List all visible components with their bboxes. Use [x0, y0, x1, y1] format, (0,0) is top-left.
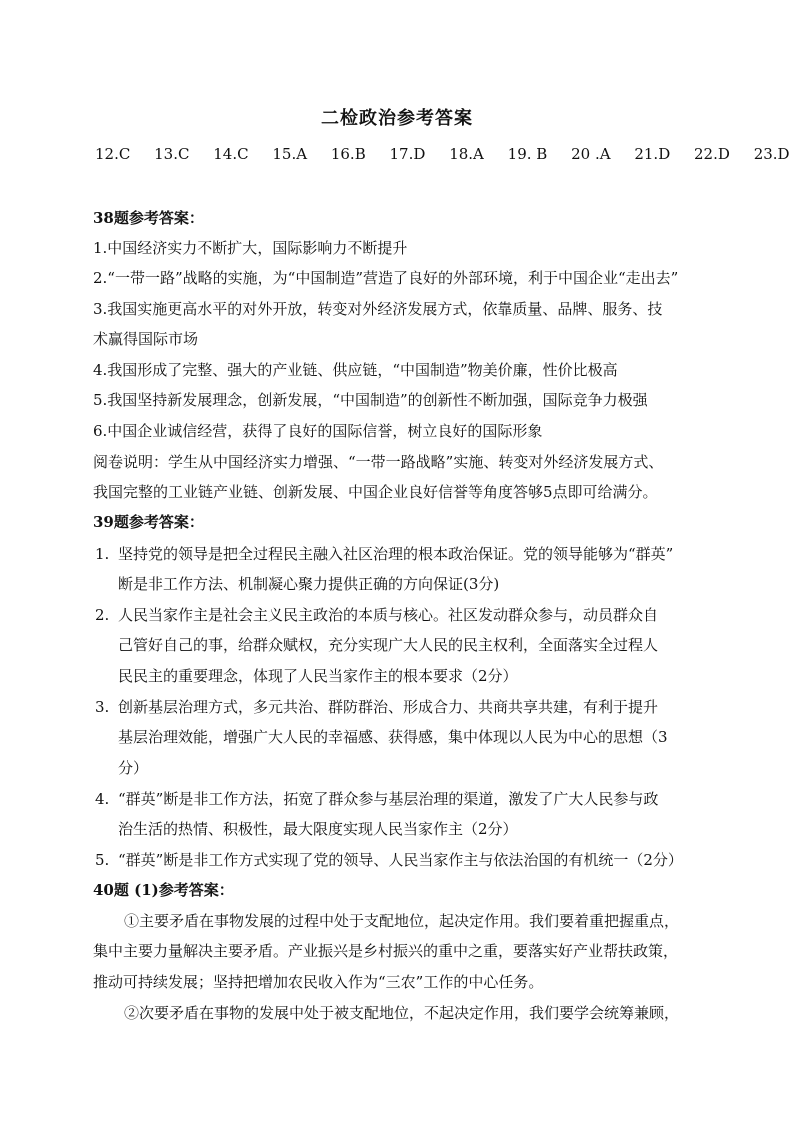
q39-item-2-number: 2. — [95, 606, 110, 624]
q40-para-1-line-3: 推动可持续发展；坚持把增加农民收入作为“三农”工作的中心任务。 — [93, 973, 544, 991]
q38-line-2: 2.“一带一路”战略的实施，为“中国制造”营造了良好的外部环境，利于中国企业“走出去” — [93, 269, 679, 287]
answer-key-row — [95, 145, 790, 163]
q39-item-2-line-2: 己管好自己的事，给群众赋权，充分实现广大人民的民主权利，全面落实全过程人 — [118, 636, 659, 654]
q38-line-7: 6.中国企业诚信经营，获得了良好的国际信誉，树立良好的国际形象 — [93, 422, 543, 440]
answer-21: 21.D — [634, 145, 671, 163]
q39-item-1-line-1: 坚持党的领导是把全过程民主融入社区治理的根本政治保证。党的领导能够为“群英” — [118, 545, 674, 563]
q38-grading-note-2: 我国完整的工业链产业链、创新发展、中国企业良好信誉等角度答够5点即可给满分。 — [93, 483, 658, 501]
q38-line-5: 4.我国形成了完整、强大的产业链、供应链，“中国制造”物美价廉，性价比极高 — [93, 361, 618, 379]
q39-item-4-number: 4. — [95, 790, 110, 808]
answer-12: 12.C — [95, 145, 131, 163]
page-title: 二检政治参考答案 — [321, 108, 473, 129]
answer-23: 23.D — [753, 145, 790, 163]
answer-19: 19. B — [507, 145, 548, 163]
q39-item-2-line-3: 民民主的重要理念，体现了人民当家作主的根本要求（2分） — [118, 667, 518, 685]
q39-item-4-line-2: 治生活的热情、积极性，最大限度实现人民当家作主（2分） — [118, 820, 518, 838]
answer-20: 20 .A — [571, 145, 611, 163]
answer-15: 15.A — [272, 145, 308, 163]
q39-item-3-line-2: 基层治理效能，增强广大人民的幸福感、获得感，集中体现以人民为中心的思想（3 — [118, 728, 668, 746]
q39-item-3-line-1: 创新基层治理方式，多元共治、群防群治、形成合力、共商共享共建，有利于提升 — [118, 698, 659, 716]
q40-para-1-line-1: ①主要矛盾在事物发展的过程中处于支配地位，起决定作用。我们要着重把握重点， — [124, 912, 680, 930]
q38-heading: 38题参考答案： — [93, 209, 204, 227]
q39-item-3-number: 3. — [95, 698, 110, 716]
answer-18: 18.A — [449, 145, 484, 163]
q39-item-5-number: 5. — [95, 851, 110, 869]
q40-para-2-line-1: ②次要矛盾在事物的发展中处于被支配地位，不起决定作用，我们要学会统筹兼顾， — [124, 1004, 680, 1022]
answer-22: 22.D — [694, 145, 730, 163]
q39-item-1-number: 1. — [95, 545, 110, 563]
q39-item-4-line-1: “群英”断是非工作方法，拓宽了群众参与基层治理的渠道，激发了广大人民参与政 — [118, 790, 659, 808]
q38-line-4: 术赢得国际市场 — [93, 330, 199, 348]
q39-item-1-line-2: 断是非工作方法、机制凝心聚力提供正确的方向保证(3分) — [118, 575, 500, 593]
q39-item-3-line-3: 分） — [118, 759, 149, 777]
q38-line-3: 3.我国实施更高水平的对外开放，转变对外经济发展方式，依靠质量、品牌、服务、技 — [93, 300, 663, 318]
q39-item-2-line-1: 人民当家作主是社会主义民主政治的本质与核心。社区发动群众参与，动员群众自 — [118, 606, 659, 624]
q40-heading: 40题 (1)参考答案： — [93, 881, 234, 899]
answer-17: 17.D — [389, 145, 426, 163]
q38-line-6: 5.我国坚持新发展理念，创新发展，“中国制造”的创新性不断加强，国际竞争力极强 — [93, 391, 648, 409]
q39-item-5-line-1: “群英”断是非工作方式实现了党的领导、人民当家作主与依法治国的有机统一（2分） — [118, 851, 683, 869]
q38-grading-note-1: 阅卷说明：学生从中国经济实力增强、“一带一路战略”实施、转变对外经济发展方式、 — [93, 453, 664, 471]
q40-para-1-line-2: 集中主要力量解决主要矛盾。产业振兴是乡村振兴的重中之重，要落实好产业帮扶政策， — [93, 942, 679, 960]
answer-16: 16.B — [330, 145, 366, 163]
answer-14: 14.C — [213, 145, 249, 163]
q38-line-1: 1.中国经济实力不断扩大，国际影响力不断提升 — [93, 239, 408, 257]
q39-heading: 39题参考答案： — [93, 513, 204, 531]
answer-13: 13.C — [154, 145, 190, 163]
